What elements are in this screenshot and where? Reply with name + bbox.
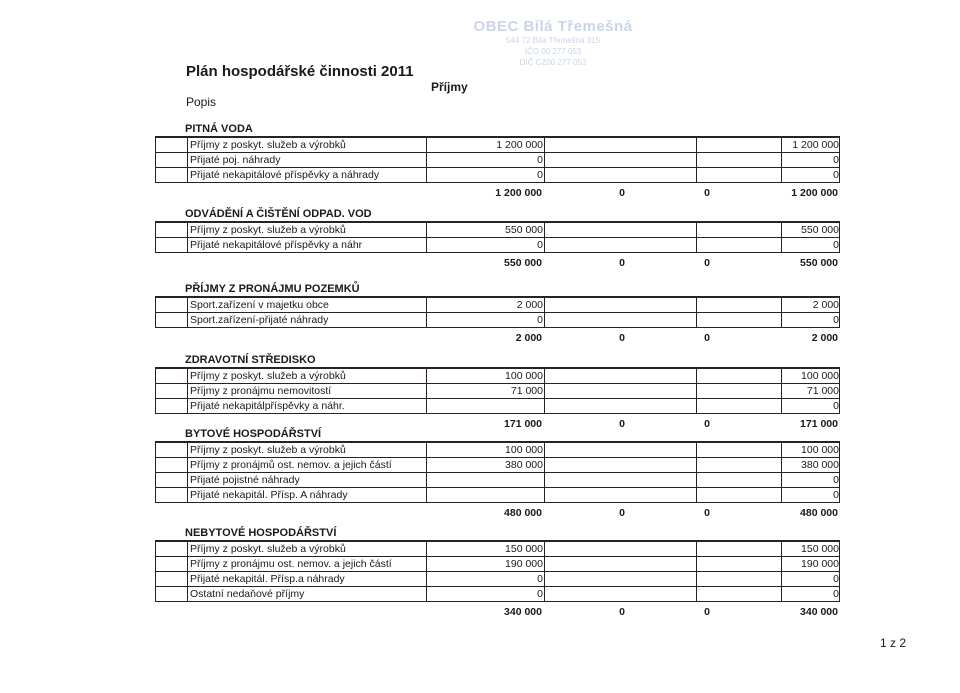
- row-amount-plan: 0: [537, 588, 543, 600]
- column-divider: [696, 153, 697, 167]
- section-totals: [155, 257, 845, 271]
- total-b: 0: [619, 606, 625, 618]
- section-title: ZDRAVOTNÍ STŘEDISKO: [185, 354, 316, 366]
- column-divider: [696, 542, 697, 556]
- column-divider: [696, 384, 697, 398]
- column-divider: [696, 313, 697, 327]
- column-divider: [696, 443, 697, 457]
- row-amount-plan: 550 000: [505, 224, 543, 236]
- total-b: 0: [619, 257, 625, 269]
- table-row: [156, 473, 839, 488]
- row-amount-plan: 100 000: [505, 444, 543, 456]
- row-amount-total: 0: [833, 169, 839, 181]
- table-row: [156, 238, 839, 252]
- column-divider: [544, 488, 545, 502]
- row-amount-total: 0: [833, 588, 839, 600]
- row-description: Příjmy z poskyt. služeb a výrobků: [190, 444, 346, 456]
- municipal-stamp: [468, 18, 638, 80]
- table-row: [156, 488, 839, 502]
- total-a: 340 000: [504, 606, 542, 618]
- row-description: Příjmy z pronájmu nemovitostí: [190, 385, 332, 397]
- table-row: [156, 369, 839, 384]
- row-description: Přijaté pojistné náhrady: [190, 474, 300, 486]
- column-divider: [696, 223, 697, 237]
- column-divider: [696, 572, 697, 586]
- section-table: [155, 221, 840, 253]
- row-description: Sport.zařízení-přijaté náhrady: [190, 314, 329, 326]
- row-amount-total: 190 000: [801, 558, 839, 570]
- row-description: Přijaté nekapitálové příspěvky a náhr: [190, 239, 363, 251]
- row-amount-plan: 71 000: [510, 385, 543, 397]
- stamp-line-3: IČO 00 277 053: [524, 47, 582, 56]
- description-label: Popis: [186, 95, 217, 109]
- table-row: [156, 223, 839, 238]
- column-divider: [544, 168, 545, 182]
- column-divider: [544, 223, 545, 237]
- section-title: NEBYTOVÉ HOSPODÁŘSTVÍ: [185, 527, 337, 539]
- table-row: [156, 557, 839, 572]
- column-divider: [544, 313, 545, 327]
- table-row: [156, 298, 839, 313]
- row-amount-total: 550 000: [801, 224, 839, 236]
- section-totals: [155, 507, 845, 521]
- table-row: [156, 313, 839, 327]
- column-divider: [696, 298, 697, 312]
- row-amount-total: 0: [833, 489, 839, 501]
- column-divider: [544, 384, 545, 398]
- row-amount-total: 100 000: [801, 444, 839, 456]
- row-description: Přijaté poj. náhrady: [190, 154, 281, 166]
- row-amount-total: 0: [833, 474, 839, 486]
- row-description: Příjmy z poskyt. služeb a výrobků: [190, 543, 346, 555]
- row-amount-total: 71 000: [806, 385, 839, 397]
- total-e: 340 000: [800, 606, 838, 618]
- row-amount-plan: 0: [537, 154, 543, 166]
- row-amount-plan: 0: [537, 573, 543, 585]
- column-divider: [544, 542, 545, 556]
- section-table: [155, 540, 840, 602]
- table-row: [156, 572, 839, 587]
- total-a: 1 200 000: [495, 187, 542, 199]
- column-divider: [544, 473, 545, 487]
- column-divider: [544, 138, 545, 152]
- total-b: 0: [619, 418, 625, 430]
- row-amount-total: 0: [833, 573, 839, 585]
- total-e: 480 000: [800, 507, 838, 519]
- column-divider: [696, 238, 697, 252]
- section-title: PŘÍJMY Z PRONÁJMU POZEMKŮ: [185, 283, 360, 295]
- section-title: ODVÁDĚNÍ A ČIŠTĚNÍ ODPAD. VOD: [185, 208, 372, 220]
- row-amount-plan: [427, 488, 543, 502]
- column-divider: [544, 572, 545, 586]
- document-title: Plán hospodářské činnosti 2011: [186, 63, 414, 80]
- column-divider: [544, 153, 545, 167]
- column-divider: [696, 587, 697, 601]
- total-a: 480 000: [504, 507, 542, 519]
- section-title: PITNÁ VODA: [185, 123, 253, 135]
- total-b: 0: [619, 187, 625, 199]
- row-description: Přijaté nekapitálpříspěvky a náhr.: [190, 400, 345, 412]
- total-c: 0: [704, 187, 710, 199]
- section-title: BYTOVÉ HOSPODÁŘSTVÍ: [185, 428, 322, 440]
- total-c: 0: [704, 332, 710, 344]
- section-table: [155, 136, 840, 183]
- row-description: Příjmy z poskyt. služeb a výrobků: [190, 370, 346, 382]
- stamp-line-2: 544 72 Bílá Třemešná 315: [505, 36, 601, 45]
- row-amount-total: 1 200 000: [792, 139, 839, 151]
- table-row: [156, 138, 839, 153]
- column-divider: [544, 587, 545, 601]
- row-description: Ostatní nedaňové příjmy: [190, 588, 305, 600]
- table-row: [156, 153, 839, 168]
- total-c: 0: [704, 418, 710, 430]
- row-amount-plan: 0: [537, 314, 543, 326]
- row-amount-plan: 190 000: [505, 558, 543, 570]
- column-divider: [544, 369, 545, 383]
- total-e: 1 200 000: [791, 187, 838, 199]
- total-a: 171 000: [504, 418, 542, 430]
- column-divider: [696, 399, 697, 413]
- section-totals: [155, 332, 845, 346]
- column-divider: [544, 458, 545, 472]
- column-divider: [696, 458, 697, 472]
- row-amount-plan: [427, 399, 543, 413]
- table-row: [156, 587, 839, 601]
- row-amount-plan: 100 000: [505, 370, 543, 382]
- total-e: 550 000: [800, 257, 838, 269]
- row-description: Přijaté nekapitál. Přísp. A náhrady: [190, 489, 348, 501]
- table-row: [156, 443, 839, 458]
- total-c: 0: [704, 507, 710, 519]
- row-amount-plan: 150 000: [505, 543, 543, 555]
- row-amount-total: 0: [833, 239, 839, 251]
- column-divider: [544, 298, 545, 312]
- total-a: 550 000: [504, 257, 542, 269]
- column-divider: [696, 168, 697, 182]
- row-description: Příjmy z poskyt. služeb a výrobků: [190, 224, 346, 236]
- row-amount-total: 0: [833, 154, 839, 166]
- section-table: [155, 296, 840, 328]
- total-c: 0: [704, 257, 710, 269]
- column-divider: [544, 238, 545, 252]
- row-amount-plan: 1 200 000: [496, 139, 543, 151]
- column-divider: [696, 138, 697, 152]
- table-row: [156, 399, 839, 413]
- row-amount-plan: [427, 473, 543, 487]
- section-table: [155, 367, 840, 414]
- stamp-line-4: DIČ CZ00 277 053: [519, 58, 587, 67]
- row-description: Příjmy z pronájmu ost. nemov. a jejich částí: [190, 558, 392, 570]
- section-table: [155, 441, 840, 503]
- total-c: 0: [704, 606, 710, 618]
- section-totals: [155, 606, 845, 620]
- total-e: 2 000: [811, 332, 838, 344]
- income-column-heading: Příjmy: [431, 80, 468, 94]
- row-amount-plan: 0: [537, 239, 543, 251]
- total-a: 2 000: [515, 332, 542, 344]
- page-number: 1 z 2: [880, 636, 907, 650]
- row-description: Přijaté nekapitál. Přísp.a náhrady: [190, 573, 345, 585]
- row-amount-total: 0: [833, 400, 839, 412]
- column-divider: [544, 399, 545, 413]
- row-description: Sport.zařízení v majetku obce: [190, 299, 329, 311]
- row-amount-total: 0: [833, 314, 839, 326]
- row-amount-total: 2 000: [812, 299, 839, 311]
- row-description: Příjmy z poskyt. služeb a výrobků: [190, 139, 346, 151]
- total-b: 0: [619, 332, 625, 344]
- row-amount-total: 380 000: [801, 459, 839, 471]
- section-totals: [155, 187, 845, 201]
- total-e: 171 000: [800, 418, 838, 430]
- row-amount-plan: 2 000: [516, 299, 543, 311]
- row-amount-plan: 380 000: [505, 459, 543, 471]
- row-amount-plan: 0: [537, 169, 543, 181]
- row-description: Příjmy z pronájmů ost. nemov. a jejich částí: [190, 459, 392, 471]
- total-b: 0: [619, 507, 625, 519]
- row-description: Přijaté nekapitálové příspěvky a náhrady: [190, 169, 380, 181]
- column-divider: [544, 557, 545, 571]
- table-row: [156, 458, 839, 473]
- row-amount-total: 150 000: [801, 543, 839, 555]
- column-divider: [696, 369, 697, 383]
- column-divider: [696, 488, 697, 502]
- table-row: [156, 542, 839, 557]
- table-row: [156, 384, 839, 399]
- column-divider: [544, 443, 545, 457]
- table-row: [156, 168, 839, 182]
- column-divider: [696, 557, 697, 571]
- stamp-line-1: OBEC Bílá Třemešná: [473, 18, 633, 35]
- row-amount-total: 100 000: [801, 370, 839, 382]
- column-divider: [696, 473, 697, 487]
